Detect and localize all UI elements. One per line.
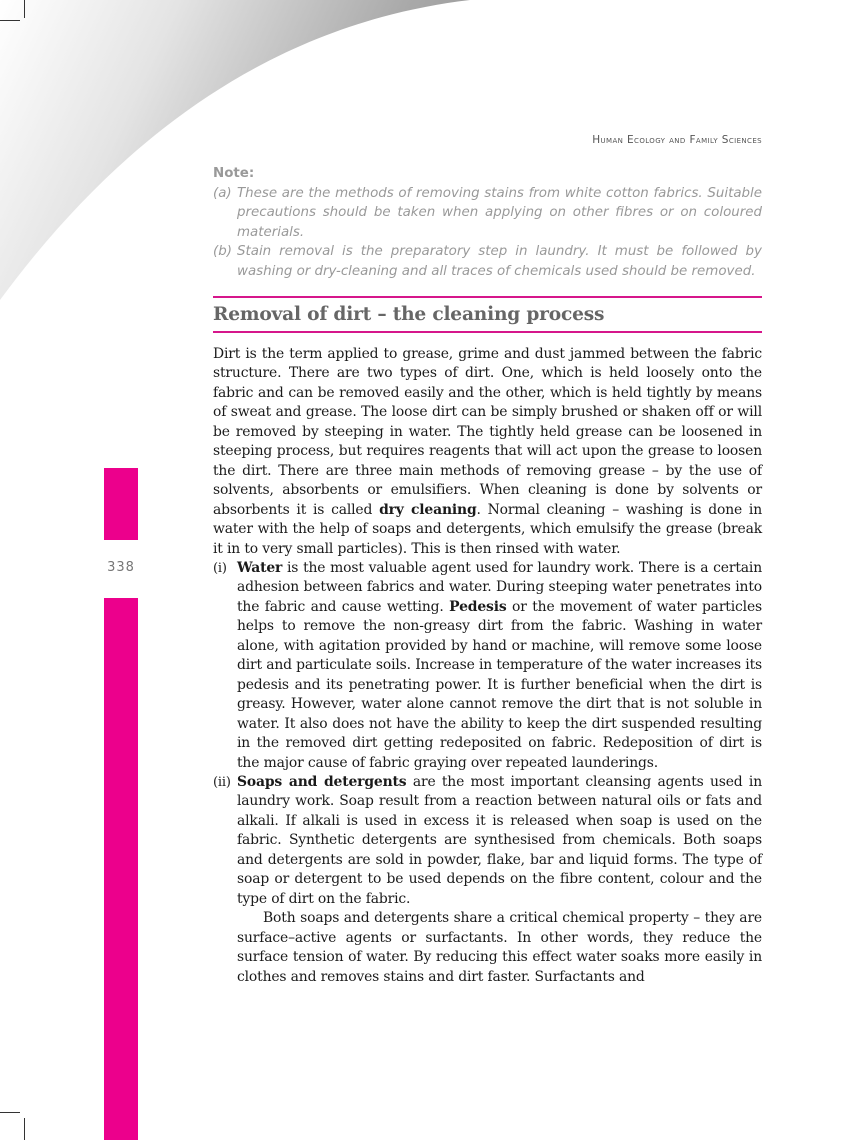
margin-accent-bar — [104, 598, 138, 1140]
list-text — [237, 773, 762, 987]
list-marker: (i) — [213, 560, 227, 576]
crop-mark — [24, 1118, 25, 1140]
bold-term: Pedesis — [449, 598, 507, 615]
page-number: 338 — [107, 560, 135, 575]
list-item-text: is the most valuable agent used for laundry work. There is a certain adhesion between fabrics and water. During steeping water penetrates into the fabric and cause wetting. — [237, 559, 762, 615]
crop-mark — [0, 1112, 20, 1113]
crop-mark — [24, 0, 25, 18]
note-text: Stain removal is the preparatory step in laundry. It must be followed by washing or dry-cleaning and all traces of chemicals used should be removed. — [237, 244, 762, 279]
note-label: Note: — [213, 166, 255, 181]
intro-bold-term: dry cleaning — [379, 501, 477, 518]
intro-text: . Normal cleaning – washing is done in water with the help of soaps and detergents, which emulsify the grease (break it in to very small particles). This is then rinsed with water. — [213, 501, 762, 557]
section-rule-bottom — [213, 331, 762, 333]
note-marker: (a) — [213, 185, 232, 201]
list-marker: (ii) — [213, 774, 231, 790]
list-item-text: are the most important cleansing agents used in laundry work. Soap result from a reaction between natural oils or fats and alkali. If alkali is used in excess it is released when soap is used on the fabric. Synthetic detergents are synthesised from chemicals. Both soaps and detergents are sold in powder, flake, bar and liquid forms. The type of soap or detergent to be used depends on the fibre content, colour and the type of dirt on the fabric. — [237, 773, 762, 907]
note-item — [213, 184, 762, 243]
running-header: Human Ecology and Family Sciences — [592, 134, 762, 146]
section-title: Removal of dirt – the cleaning process — [213, 304, 605, 325]
margin-accent-bar — [104, 468, 138, 540]
intro-text: Dirt is the term applied to grease, grime and dust jammed between the fabric structure. There are two types of dirt. One, which is held loosely onto the fabric and can be removed easily and the other, which is held tightly by means of sweat and grease. The loose dirt can be simply brushed or shaken off or will be removed by steeping in water. The tightly held grease can be loosened in steeping process, but requires reagents that will act upon the grease to loosen the dirt. There are three main methods of removing grease – by the use of solvents, absorbents or emulsifiers. When cleaning is done by solvents or absorbents it is called — [213, 346, 762, 518]
list-text — [237, 559, 762, 773]
list-item — [213, 773, 762, 987]
note-marker: (b) — [213, 244, 232, 259]
continuation-paragraph: Both soaps and detergents share a critical chemical property – they are surface–active agents or surfactants. In other words, they reduce the surface tension of water. By reducing this effect water soaks more easily in clothes and removes stains and dirt faster. Surfactants and — [237, 910, 762, 985]
intro-paragraph — [213, 345, 762, 559]
section-rule-top — [213, 296, 762, 298]
bold-term: Soaps and detergents — [237, 773, 407, 790]
note-item — [213, 242, 762, 281]
list-item-text: or the movement of water particles helps to remove the non-greasy dirt from the fabric. Washing in water alone, with agitation provided by hand or machine, will remove some loose dirt and particulate soils. Increase in temperature of the water increases its pedesis and its penetrating power. It is further beneficial when the dirt is greasy. However, water alone cannot remove the dirt that is not soluble in water. It also does not have the ability to keep the dirt suspended resulting in the removed dirt getting redeposited on fabric. Redeposition of dirt is the major cause of fabric graying over repeated launderings. — [237, 598, 763, 771]
note-block — [213, 164, 762, 281]
section-body — [213, 345, 762, 987]
bold-term: Water — [237, 559, 283, 576]
list-item — [213, 559, 762, 773]
note-text: These are the methods of removing stains from white cotton fabrics. Suitable precautions should be taken when applying on other fibres or on coloured materials. — [237, 185, 762, 240]
crop-mark — [0, 20, 20, 21]
